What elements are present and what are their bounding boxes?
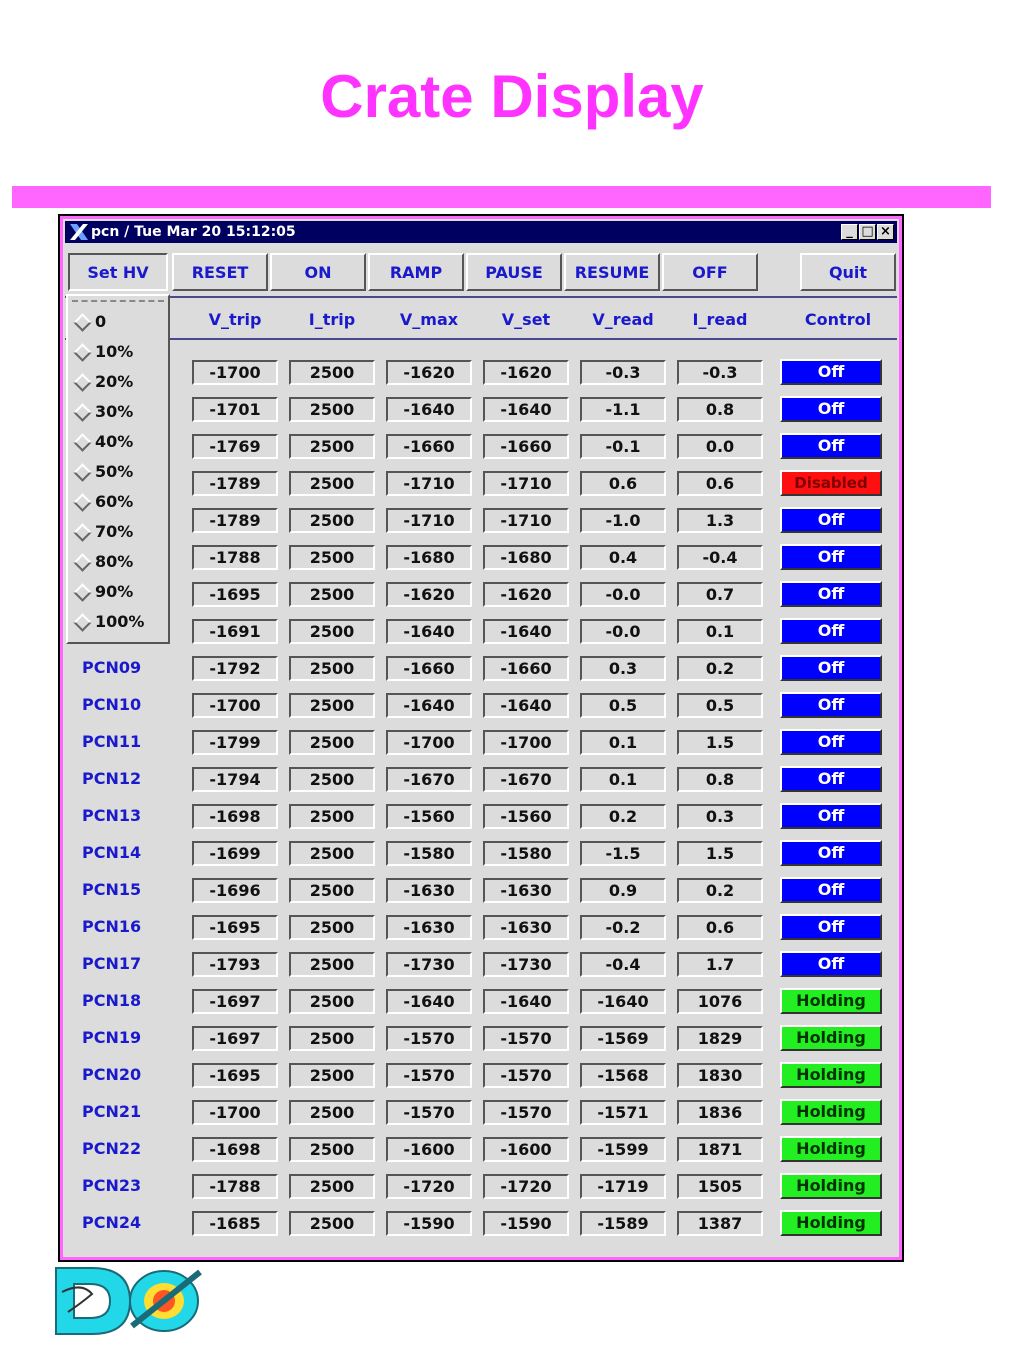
v-set-field[interactable]: -1710: [483, 471, 569, 496]
v-max-field[interactable]: -1720: [386, 1174, 472, 1199]
v-max-field[interactable]: -1590: [386, 1211, 472, 1236]
window-titlebar[interactable]: [65, 221, 897, 243]
v-read-field[interactable]: -1640: [580, 989, 666, 1014]
v-set-field[interactable]: -1700: [483, 730, 569, 755]
v-set-field[interactable]: -1670: [483, 767, 569, 792]
v-max-field[interactable]: -1710: [386, 471, 472, 496]
window-title: pcn / Tue Mar 20 15:12:05: [91, 224, 296, 240]
v-set-field[interactable]: -1560: [483, 804, 569, 829]
channel-label: PCN24: [82, 1213, 142, 1232]
channel-label: PCN17: [82, 954, 142, 973]
v-trip-field[interactable]: -1789: [192, 508, 278, 533]
control-button-holding[interactable]: Holding: [780, 1062, 882, 1088]
v-read-field[interactable]: -1719: [580, 1174, 666, 1199]
i-trip-field[interactable]: 2500: [289, 471, 375, 496]
i-read-field[interactable]: 1836: [677, 1100, 763, 1125]
i-read-field[interactable]: 1830: [677, 1063, 763, 1088]
set-hv-option-label: 60%: [95, 492, 134, 511]
col-header-v-read: V_read: [592, 310, 654, 329]
v-set-field[interactable]: -1570: [483, 1100, 569, 1125]
v-trip-field[interactable]: -1700: [192, 360, 278, 385]
control-button-off[interactable]: Off: [780, 618, 882, 644]
v-max-field[interactable]: -1570: [386, 1026, 472, 1051]
control-button-holding[interactable]: Holding: [780, 1136, 882, 1162]
set-hv-option-label: 10%: [95, 342, 134, 361]
set-hv-option-label: 100%: [95, 612, 145, 631]
i-read-field[interactable]: 0.2: [677, 656, 763, 681]
i-trip-field[interactable]: 2500: [289, 619, 375, 644]
radio-diamond-icon: [73, 343, 91, 361]
v-read-field[interactable]: -1.0: [580, 508, 666, 533]
v-set-field[interactable]: -1570: [483, 1063, 569, 1088]
i-trip-field[interactable]: 2500: [289, 730, 375, 755]
col-header-v-trip: V_trip: [208, 310, 262, 329]
channel-label: PCN23: [82, 1176, 142, 1195]
v-trip-field[interactable]: -1697: [192, 989, 278, 1014]
i-read-field[interactable]: 1076: [677, 989, 763, 1014]
v-max-field[interactable]: -1630: [386, 915, 472, 940]
i-trip-field[interactable]: 2500: [289, 915, 375, 940]
set-hv-option[interactable]: [70, 520, 168, 546]
v-read-field[interactable]: -0.0: [580, 619, 666, 644]
col-header-v-set: V_set: [501, 310, 551, 329]
channel-label: PCN11: [82, 732, 142, 751]
set-hv-option-label: 50%: [95, 462, 134, 481]
v-max-field[interactable]: -1730: [386, 952, 472, 977]
radio-diamond-icon: [73, 403, 91, 421]
i-read-field[interactable]: 1387: [677, 1211, 763, 1236]
control-button-off[interactable]: Off: [780, 655, 882, 681]
v-read-field[interactable]: -1569: [580, 1026, 666, 1051]
i-read-field[interactable]: 1871: [677, 1137, 763, 1162]
i-read-field[interactable]: 0.6: [677, 915, 763, 940]
control-button-off[interactable]: Off: [780, 433, 882, 459]
v-trip-field[interactable]: -1691: [192, 619, 278, 644]
control-button-off[interactable]: Off: [780, 581, 882, 607]
v-set-field[interactable]: -1660: [483, 656, 569, 681]
v-set-field[interactable]: -1630: [483, 915, 569, 940]
i-read-field[interactable]: 1.5: [677, 841, 763, 866]
set-hv-option-label: 90%: [95, 582, 134, 601]
v-set-field[interactable]: -1720: [483, 1174, 569, 1199]
col-header-v-max: V_max: [399, 310, 459, 329]
i-trip-field[interactable]: 2500: [289, 545, 375, 570]
radio-diamond-icon: [73, 583, 91, 601]
set-hv-dropdown-menu: [66, 294, 170, 644]
v-read-field[interactable]: -0.4: [580, 952, 666, 977]
i-read-field[interactable]: 1.5: [677, 730, 763, 755]
set-hv-button[interactable]: Set HV: [68, 253, 168, 291]
i-read-field[interactable]: 0.2: [677, 878, 763, 903]
v-trip-field[interactable]: -1799: [192, 730, 278, 755]
set-hv-option[interactable]: [70, 340, 168, 366]
set-hv-option[interactable]: [70, 370, 168, 396]
channel-label: PCN16: [82, 917, 142, 936]
set-hv-option-label: 70%: [95, 522, 134, 541]
v-read-field[interactable]: 0.1: [580, 730, 666, 755]
v-set-field[interactable]: -1620: [483, 582, 569, 607]
v-max-field[interactable]: -1620: [386, 360, 472, 385]
on-button[interactable]: ON: [270, 253, 366, 291]
d0-logo: [52, 1264, 208, 1338]
v-max-field[interactable]: -1560: [386, 804, 472, 829]
i-trip-field[interactable]: 2500: [289, 1063, 375, 1088]
v-trip-field[interactable]: -1695: [192, 582, 278, 607]
v-read-field[interactable]: -0.2: [580, 915, 666, 940]
v-set-field[interactable]: -1680: [483, 545, 569, 570]
v-read-field[interactable]: 0.6: [580, 471, 666, 496]
col-header-i-read: I_read: [692, 310, 748, 329]
v-max-field[interactable]: -1680: [386, 545, 472, 570]
control-button-off[interactable]: Off: [780, 914, 882, 940]
v-trip-field[interactable]: -1701: [192, 397, 278, 422]
v-trip-field[interactable]: -1793: [192, 952, 278, 977]
v-set-field[interactable]: -1640: [483, 989, 569, 1014]
i-read-field[interactable]: 1.3: [677, 508, 763, 533]
v-read-field[interactable]: -1568: [580, 1063, 666, 1088]
control-button-holding[interactable]: Holding: [780, 1025, 882, 1051]
i-trip-field[interactable]: 2500: [289, 841, 375, 866]
v-read-field[interactable]: -1589: [580, 1211, 666, 1236]
channel-label: PCN09: [82, 658, 142, 677]
i-trip-field[interactable]: 2500: [289, 656, 375, 681]
set-hv-option[interactable]: [70, 430, 168, 456]
col-header-i-trip: I_trip: [308, 310, 356, 329]
x-window-icon: [68, 223, 90, 241]
i-read-field[interactable]: -0.4: [677, 545, 763, 570]
set-hv-option-label: 20%: [95, 372, 134, 391]
control-button-off[interactable]: Off: [780, 507, 882, 533]
quit-button[interactable]: Quit: [800, 253, 896, 291]
radio-diamond-icon: [73, 523, 91, 541]
channel-label: PCN15: [82, 880, 142, 899]
v-max-field[interactable]: -1660: [386, 656, 472, 681]
off-button[interactable]: OFF: [662, 253, 758, 291]
i-trip-field[interactable]: 2500: [289, 397, 375, 422]
v-trip-field[interactable]: -1698: [192, 1137, 278, 1162]
control-button-off[interactable]: Off: [780, 877, 882, 903]
i-trip-field[interactable]: 2500: [289, 878, 375, 903]
i-trip-field[interactable]: 2500: [289, 1026, 375, 1051]
resume-button[interactable]: RESUME: [564, 253, 660, 291]
v-trip-field[interactable]: -1698: [192, 804, 278, 829]
v-max-field[interactable]: -1640: [386, 397, 472, 422]
radio-diamond-icon: [73, 373, 91, 391]
i-trip-field[interactable]: 2500: [289, 1174, 375, 1199]
set-hv-option[interactable]: [70, 490, 168, 516]
set-hv-option-label: 40%: [95, 432, 134, 451]
channel-label: PCN18: [82, 991, 142, 1010]
v-read-field[interactable]: -0.3: [580, 360, 666, 385]
v-read-field[interactable]: 0.3: [580, 656, 666, 681]
maximize-button[interactable]: □: [859, 224, 876, 240]
i-trip-field[interactable]: 2500: [289, 804, 375, 829]
i-read-field[interactable]: 0.3: [677, 804, 763, 829]
v-trip-field[interactable]: -1695: [192, 915, 278, 940]
i-read-field[interactable]: 0.8: [677, 767, 763, 792]
i-read-field[interactable]: 0.8: [677, 397, 763, 422]
control-button-holding[interactable]: Holding: [780, 1210, 882, 1236]
set-hv-option-label: 30%: [95, 402, 134, 421]
i-read-field[interactable]: -0.3: [677, 360, 763, 385]
i-trip-field[interactable]: 2500: [289, 1137, 375, 1162]
v-set-field[interactable]: -1640: [483, 619, 569, 644]
control-button-off[interactable]: Off: [780, 840, 882, 866]
i-read-field[interactable]: 0.0: [677, 434, 763, 459]
set-hv-option[interactable]: [70, 580, 168, 606]
v-read-field[interactable]: -0.0: [580, 582, 666, 607]
v-trip-field[interactable]: -1699: [192, 841, 278, 866]
v-set-field[interactable]: -1570: [483, 1026, 569, 1051]
i-trip-field[interactable]: 2500: [289, 1100, 375, 1125]
v-set-field[interactable]: -1620: [483, 360, 569, 385]
v-read-field[interactable]: 0.5: [580, 693, 666, 718]
v-read-field[interactable]: -1.5: [580, 841, 666, 866]
set-hv-option-label: 80%: [95, 552, 134, 571]
control-button-holding[interactable]: Holding: [780, 1173, 882, 1199]
radio-diamond-icon: [73, 313, 91, 331]
control-button-off[interactable]: Off: [780, 359, 882, 385]
v-max-field[interactable]: -1700: [386, 730, 472, 755]
set-hv-option-label: 0: [95, 312, 107, 331]
i-trip-field[interactable]: 2500: [289, 767, 375, 792]
set-hv-option[interactable]: [70, 550, 168, 576]
ramp-button[interactable]: RAMP: [368, 253, 464, 291]
control-button-holding[interactable]: Holding: [780, 988, 882, 1014]
v-max-field[interactable]: -1630: [386, 878, 472, 903]
radio-diamond-icon: [73, 463, 91, 481]
control-button-off[interactable]: Off: [780, 692, 882, 718]
set-hv-option[interactable]: [70, 310, 168, 336]
control-button-off[interactable]: Off: [780, 544, 882, 570]
v-max-field[interactable]: -1570: [386, 1100, 472, 1125]
radio-diamond-icon: [73, 433, 91, 451]
minimize-button[interactable]: _: [841, 224, 858, 240]
v-max-field[interactable]: -1640: [386, 989, 472, 1014]
i-read-field[interactable]: 1.7: [677, 952, 763, 977]
v-trip-field[interactable]: -1794: [192, 767, 278, 792]
i-read-field[interactable]: 1829: [677, 1026, 763, 1051]
channel-label: PCN19: [82, 1028, 142, 1047]
channel-label: PCN14: [82, 843, 142, 862]
set-hv-option[interactable]: [70, 610, 168, 636]
v-read-field[interactable]: 0.9: [580, 878, 666, 903]
v-max-field[interactable]: -1670: [386, 767, 472, 792]
v-set-field[interactable]: -1730: [483, 952, 569, 977]
v-set-field[interactable]: -1630: [483, 878, 569, 903]
channel-label: PCN13: [82, 806, 142, 825]
v-read-field[interactable]: -0.1: [580, 434, 666, 459]
i-trip-field[interactable]: 2500: [289, 508, 375, 533]
close-button[interactable]: ×: [877, 224, 894, 240]
col-header-control: Control: [804, 310, 872, 329]
set-hv-option[interactable]: [70, 460, 168, 486]
i-read-field[interactable]: 0.6: [677, 471, 763, 496]
v-set-field[interactable]: -1580: [483, 841, 569, 866]
control-button-off[interactable]: Off: [780, 396, 882, 422]
v-max-field[interactable]: -1580: [386, 841, 472, 866]
i-trip-field[interactable]: 2500: [289, 989, 375, 1014]
v-read-field[interactable]: 0.1: [580, 767, 666, 792]
v-set-field[interactable]: -1710: [483, 508, 569, 533]
v-trip-field[interactable]: -1788: [192, 545, 278, 570]
v-trip-field[interactable]: -1697: [192, 1026, 278, 1051]
tear-off-line[interactable]: [72, 300, 164, 302]
v-read-field[interactable]: 0.2: [580, 804, 666, 829]
i-trip-field[interactable]: 2500: [289, 952, 375, 977]
pause-button[interactable]: PAUSE: [466, 253, 562, 291]
v-read-field[interactable]: -1571: [580, 1100, 666, 1125]
channel-label: PCN22: [82, 1139, 142, 1158]
v-set-field[interactable]: -1600: [483, 1137, 569, 1162]
v-max-field[interactable]: -1600: [386, 1137, 472, 1162]
channel-label: PCN12: [82, 769, 142, 788]
v-max-field[interactable]: -1660: [386, 434, 472, 459]
v-set-field[interactable]: -1640: [483, 693, 569, 718]
radio-diamond-icon: [73, 613, 91, 631]
control-button-holding[interactable]: Holding: [780, 1099, 882, 1125]
crate-window: [58, 214, 904, 1262]
v-set-field[interactable]: -1660: [483, 434, 569, 459]
v-set-field[interactable]: -1640: [483, 397, 569, 422]
control-button-disabled[interactable]: Disabled: [780, 470, 882, 496]
v-trip-field[interactable]: -1788: [192, 1174, 278, 1199]
i-trip-field[interactable]: 2500: [289, 582, 375, 607]
i-read-field[interactable]: 0.5: [677, 693, 763, 718]
v-max-field[interactable]: -1640: [386, 693, 472, 718]
v-max-field[interactable]: -1710: [386, 508, 472, 533]
v-trip-field[interactable]: -1789: [192, 471, 278, 496]
control-button-off[interactable]: Off: [780, 766, 882, 792]
v-max-field[interactable]: -1570: [386, 1063, 472, 1088]
v-trip-field[interactable]: -1769: [192, 434, 278, 459]
v-max-field[interactable]: -1620: [386, 582, 472, 607]
control-button-off[interactable]: Off: [780, 951, 882, 977]
v-max-field[interactable]: -1640: [386, 619, 472, 644]
channel-label: PCN20: [82, 1065, 142, 1084]
radio-diamond-icon: [73, 493, 91, 511]
v-read-field[interactable]: 0.4: [580, 545, 666, 570]
title-underline-bar: [12, 186, 991, 208]
toolbar: [65, 246, 897, 294]
v-read-field[interactable]: -1599: [580, 1137, 666, 1162]
i-trip-field[interactable]: 2500: [289, 360, 375, 385]
v-set-field[interactable]: -1590: [483, 1211, 569, 1236]
i-read-field[interactable]: 0.1: [677, 619, 763, 644]
slide-title: Crate Display: [320, 63, 704, 130]
column-header-row: [65, 296, 897, 340]
reset-button[interactable]: RESET: [172, 253, 268, 291]
v-read-field[interactable]: -1.1: [580, 397, 666, 422]
control-button-off[interactable]: Off: [780, 803, 882, 829]
v-trip-field[interactable]: -1685: [192, 1211, 278, 1236]
control-button-off[interactable]: Off: [780, 729, 882, 755]
v-trip-field[interactable]: -1700: [192, 693, 278, 718]
set-hv-option[interactable]: [70, 400, 168, 426]
v-trip-field[interactable]: -1695: [192, 1063, 278, 1088]
i-read-field[interactable]: 0.7: [677, 582, 763, 607]
i-trip-field[interactable]: 2500: [289, 693, 375, 718]
radio-diamond-icon: [73, 553, 91, 571]
channel-label: PCN10: [82, 695, 142, 714]
v-trip-field[interactable]: -1792: [192, 656, 278, 681]
v-trip-field[interactable]: -1700: [192, 1100, 278, 1125]
i-read-field[interactable]: 1505: [677, 1174, 763, 1199]
v-trip-field[interactable]: -1696: [192, 878, 278, 903]
channel-label: PCN21: [82, 1102, 142, 1121]
i-trip-field[interactable]: 2500: [289, 1211, 375, 1236]
i-trip-field[interactable]: 2500: [289, 434, 375, 459]
